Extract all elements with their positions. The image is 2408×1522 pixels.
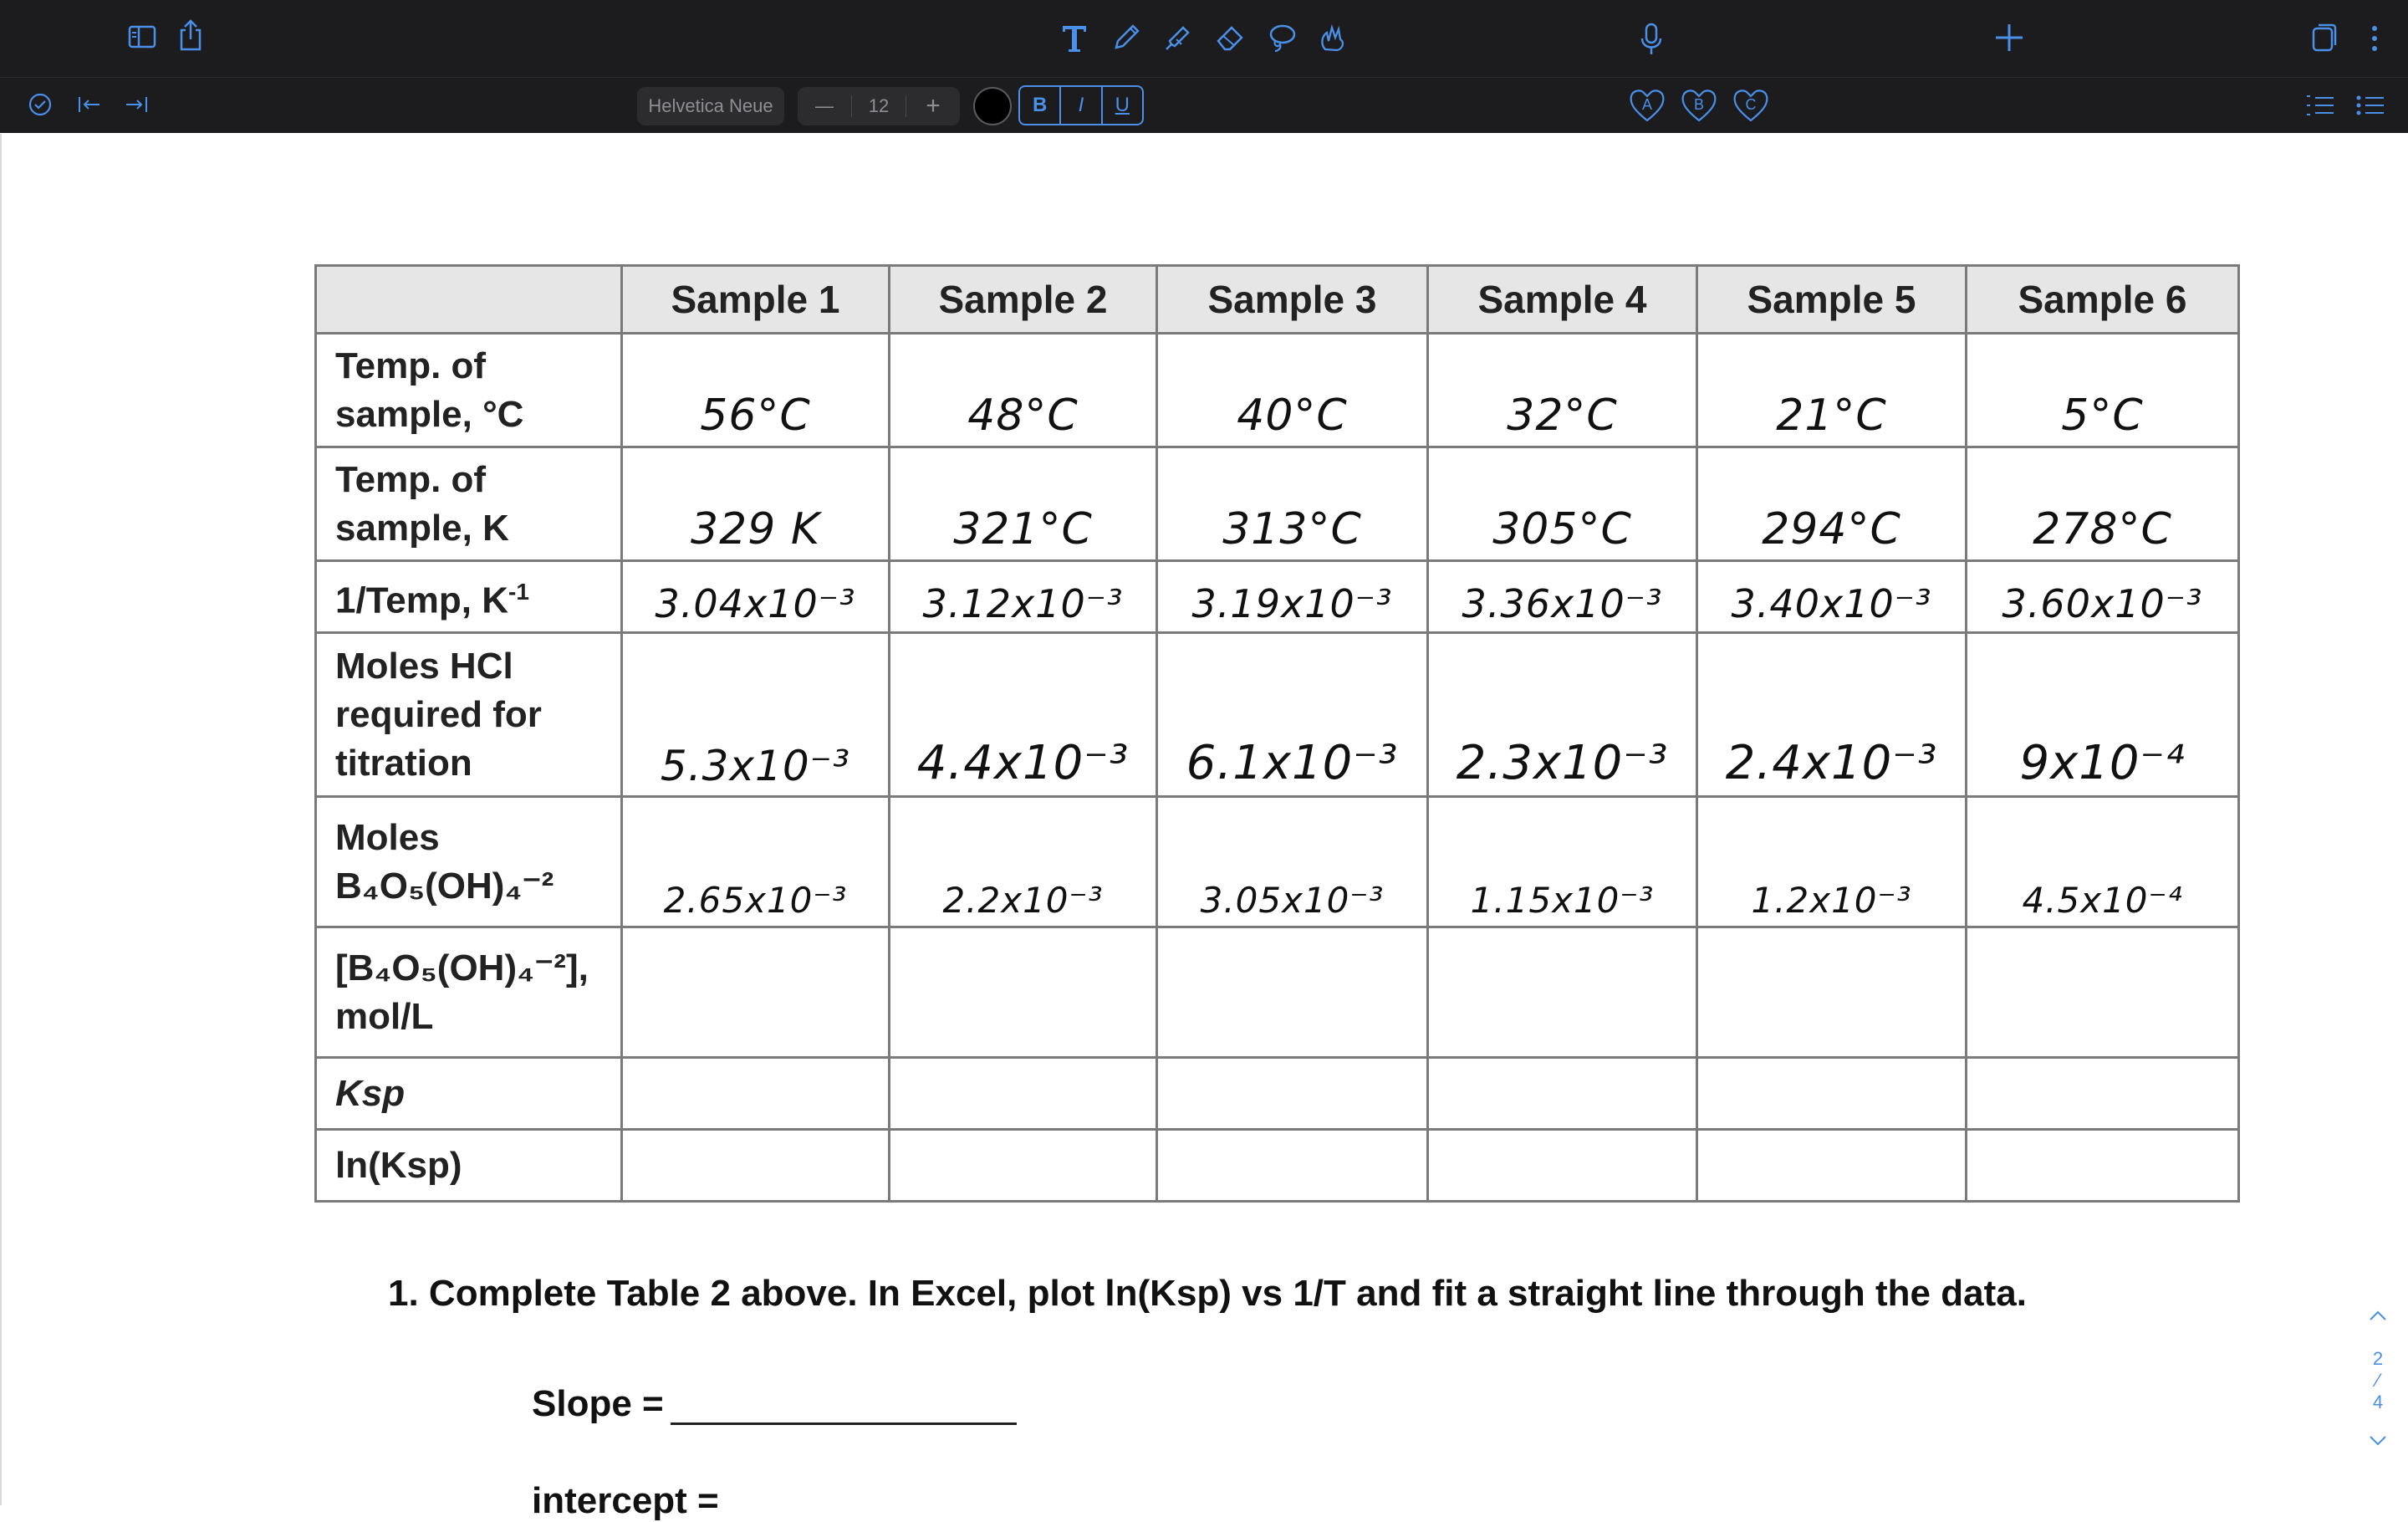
cell-conc-1[interactable] (622, 927, 890, 1058)
sidebar-icon[interactable] (125, 20, 159, 54)
cell-ksp-4[interactable] (1428, 1058, 1697, 1130)
header-corner (316, 266, 622, 334)
cell-moles-borate-4[interactable]: 1.15x10⁻³ (1428, 797, 1697, 927)
cell-temp-c-6[interactable]: 5°C (1967, 334, 2239, 447)
favorite-a-label: A (1641, 96, 1653, 113)
cell-inverse-temp-1[interactable]: 3.04x10⁻³ (622, 561, 890, 633)
cell-inverse-temp-4[interactable]: 3.36x10⁻³ (1428, 561, 1697, 633)
favorite-b-label: B (1693, 96, 1705, 113)
table-row (316, 1058, 2239, 1130)
cell-ksp-5[interactable] (1697, 1058, 1967, 1130)
cell-moles-borate-2[interactable]: 2.2x10⁻³ (890, 797, 1157, 927)
cell-inverse-temp-3[interactable]: 3.19x10⁻³ (1157, 561, 1428, 633)
lasso-icon[interactable] (1263, 18, 1301, 57)
cell-ln-ksp-1[interactable] (622, 1130, 890, 1202)
more-icon[interactable] (2358, 20, 2391, 57)
table-row (316, 927, 2239, 1058)
cell-moles-hcl-2[interactable]: 4.4x10⁻³ (890, 633, 1157, 797)
cell-temp-k-4[interactable]: 305°C (1428, 447, 1697, 561)
row-label-borate-concentration: [B₄O₅(OH)₄⁻²], mol/L (316, 927, 622, 1058)
header-sample-1: Sample 1 (622, 266, 890, 334)
font-size-increase-button[interactable]: + (926, 92, 941, 120)
checkmark-circle-icon[interactable] (25, 89, 55, 120)
row-label-temp-c: Temp. of sample, °C (316, 334, 622, 447)
cell-conc-2[interactable] (890, 927, 1157, 1058)
cell-ksp-3[interactable] (1157, 1058, 1428, 1130)
cell-inverse-temp-5[interactable]: 3.40x10⁻³ (1697, 561, 1967, 633)
cell-inverse-temp-6[interactable]: 3.60x10⁻³ (1967, 561, 2239, 633)
cell-moles-borate-3[interactable]: 3.05x10⁻³ (1157, 797, 1428, 927)
eraser-icon[interactable] (1211, 18, 1249, 57)
font-size-decrease-button[interactable]: — (815, 95, 834, 116)
question-1: 1. Complete Table 2 above. In Excel, plot ln(Ksp) vs 1/T and fit a straight line through the data. (388, 1273, 2027, 1314)
cell-temp-c-2[interactable]: 48°C (890, 334, 1157, 447)
cell-ln-ksp-4[interactable] (1428, 1130, 1697, 1202)
cell-inverse-temp-2[interactable]: 3.12x10⁻³ (890, 561, 1157, 633)
header-sample-4: Sample 4 (1428, 266, 1697, 334)
cell-temp-k-6[interactable]: 278°C (1967, 447, 2239, 561)
text-tool-icon[interactable] (1055, 18, 1094, 57)
row-label-moles-borate: Moles B₄O₅(OH)₄⁻² (316, 797, 622, 927)
cell-temp-c-1[interactable]: 56°C (622, 334, 890, 447)
favorite-b-icon[interactable] (1677, 83, 1721, 126)
cell-moles-borate-5[interactable]: 1.2x10⁻³ (1697, 797, 1967, 927)
cell-moles-hcl-4[interactable]: 2.3x10⁻³ (1428, 633, 1697, 797)
cell-moles-borate-1[interactable]: 2.65x10⁻³ (622, 797, 890, 927)
outdent-icon[interactable] (74, 89, 104, 120)
cell-temp-c-4[interactable]: 32°C (1428, 334, 1697, 447)
highlighter-icon[interactable] (1159, 18, 1197, 57)
table-row (316, 561, 2239, 633)
cell-temp-k-1[interactable]: 329 K (622, 447, 890, 561)
cell-ln-ksp-6[interactable] (1967, 1130, 2239, 1202)
underline-button[interactable]: U (1115, 94, 1130, 116)
table-header-row (316, 266, 2239, 334)
bold-button[interactable]: B (1020, 87, 1061, 124)
cell-conc-4[interactable] (1428, 927, 1697, 1058)
top-toolbar (0, 0, 2408, 78)
font-size-stepper (798, 87, 960, 125)
cell-ksp-6[interactable] (1967, 1058, 2239, 1130)
slope-label: Slope = (532, 1383, 664, 1424)
italic-button[interactable]: I (1061, 87, 1102, 124)
table-row (316, 1130, 2239, 1202)
format-toolbar (0, 78, 2408, 133)
cell-temp-k-5[interactable]: 294°C (1697, 447, 1967, 561)
pen-icon[interactable] (1107, 18, 1145, 57)
cell-moles-hcl-1[interactable]: 5.3x10⁻³ (622, 633, 890, 797)
cell-moles-hcl-6[interactable]: 9x10⁻⁴ (1967, 633, 2239, 797)
table-row (316, 334, 2239, 447)
font-name-selector[interactable]: Helvetica Neue (637, 87, 784, 125)
cell-ksp-2[interactable] (890, 1058, 1157, 1130)
favorite-c-icon[interactable] (1729, 83, 1773, 126)
intercept-label: intercept = (532, 1480, 719, 1521)
indent-icon[interactable] (122, 89, 152, 120)
plus-icon[interactable] (1990, 18, 2028, 57)
share-icon[interactable] (174, 17, 207, 54)
header-sample-2: Sample 2 (890, 266, 1157, 334)
cell-moles-hcl-3[interactable]: 6.1x10⁻³ (1157, 633, 1428, 797)
numbered-list-icon[interactable] (2304, 91, 2336, 120)
text-color-swatch[interactable] (973, 87, 1012, 125)
cell-moles-hcl-5[interactable]: 2.4x10⁻³ (1697, 633, 1967, 797)
row-label-ln-ksp: ln(Ksp) (316, 1130, 622, 1202)
cell-conc-5[interactable] (1697, 927, 1967, 1058)
cell-ksp-1[interactable] (622, 1058, 890, 1130)
row-label-inverse-temp: 1/Temp, $K^{-1}$ (316, 561, 622, 633)
cell-ln-ksp-2[interactable] (890, 1130, 1157, 1202)
header-sample-5: Sample 5 (1697, 266, 1967, 334)
cell-temp-c-5[interactable]: 21°C (1697, 334, 1967, 447)
favorite-c-label: C (1745, 96, 1757, 113)
font-size-value[interactable]: 12 (868, 95, 890, 116)
page-current: 2 (2372, 1348, 2384, 1369)
row-label-moles-hcl: Moles HCl required for titration (316, 633, 622, 797)
cell-ln-ksp-3[interactable] (1157, 1130, 1428, 1202)
microphone-icon[interactable] (1632, 18, 1671, 60)
table-row (316, 797, 2239, 927)
row-label-ksp: Ksp (316, 1058, 622, 1130)
page-up-icon[interactable] (2360, 1305, 2396, 1338)
slope-answer-line[interactable] (671, 1389, 1017, 1425)
header-sample-3: Sample 3 (1157, 266, 1428, 334)
row-label-temp-k: Temp. of sample, K (316, 447, 622, 561)
data-table (314, 264, 2240, 1203)
table-row (316, 633, 2239, 797)
cell-conc-6[interactable] (1967, 927, 2239, 1058)
shape-icon[interactable] (1314, 18, 1353, 57)
table-row (316, 447, 2239, 561)
page-down-icon[interactable] (2360, 1430, 2396, 1452)
page-separator: ⁄ (2376, 1370, 2380, 1391)
cell-temp-k-2[interactable]: 321°C (890, 447, 1157, 561)
cell-conc-3[interactable] (1157, 927, 1428, 1058)
cell-temp-c-3[interactable]: 40°C (1157, 334, 1428, 447)
page-navigator (2360, 1305, 2396, 1463)
slope-answer (532, 1383, 1017, 1425)
cell-temp-k-3[interactable]: 313°C (1157, 447, 1428, 561)
favorite-a-icon[interactable] (1625, 83, 1669, 126)
bullet-list-icon[interactable] (2354, 91, 2386, 120)
pages-icon[interactable] (2308, 18, 2341, 57)
cell-ln-ksp-5[interactable] (1697, 1130, 1967, 1202)
header-sample-6: Sample 6 (1967, 266, 2239, 334)
cell-moles-borate-6[interactable]: 4.5x10⁻⁴ (1967, 797, 2239, 927)
text-style-group (1018, 85, 1144, 125)
page-total: 4 (2372, 1392, 2384, 1412)
